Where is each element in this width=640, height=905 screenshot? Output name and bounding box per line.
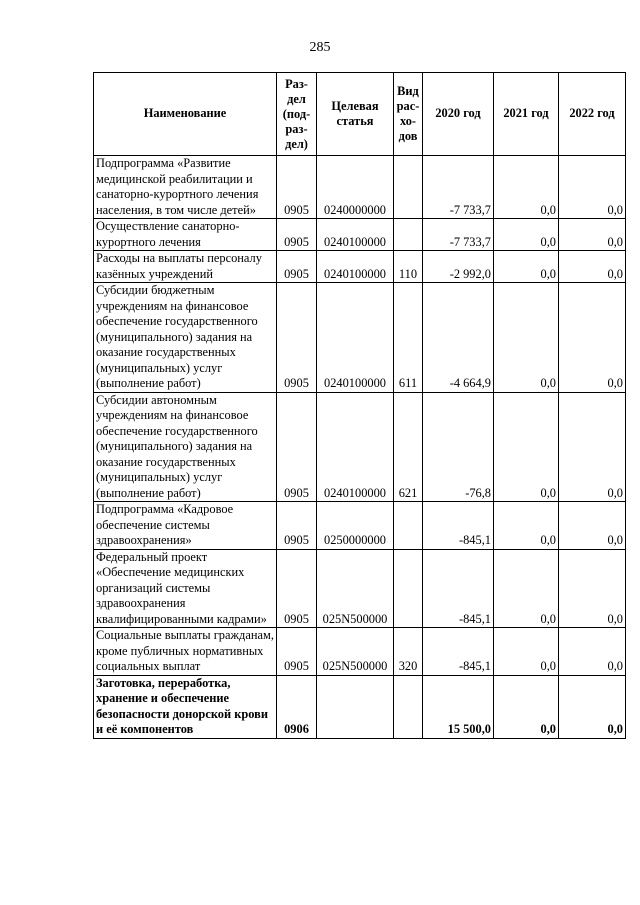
header-2021: 2021 год bbox=[494, 73, 559, 156]
header-2020: 2020 год bbox=[423, 73, 494, 156]
table-row bbox=[94, 219, 626, 251]
row-name: Заготовка, переработка, хранение и обеспечение безопасности донорской крови и её компонентов bbox=[94, 675, 277, 738]
row-name: Субсидии автономным учреждениям на финансовое обеспечение государственного (муниципального) задания на оказание государственных (муниципальных) услуг (выполнение работ) bbox=[94, 392, 277, 502]
header-expense-type: Вид рас- хо- дов bbox=[394, 73, 423, 156]
row-2021: 0,0 bbox=[494, 283, 559, 393]
table-row bbox=[94, 675, 626, 738]
row-2020: -845,1 bbox=[423, 502, 494, 550]
row-2022: 0,0 bbox=[559, 628, 626, 676]
row-2021: 0,0 bbox=[494, 502, 559, 550]
table-header-row bbox=[94, 73, 626, 156]
row-expense-type bbox=[394, 549, 423, 628]
row-target: 0240100000 bbox=[317, 251, 394, 283]
table-row bbox=[94, 392, 626, 502]
row-target: 0240000000 bbox=[317, 156, 394, 219]
row-2022: 0,0 bbox=[559, 156, 626, 219]
table-row bbox=[94, 251, 626, 283]
row-target: 0240100000 bbox=[317, 283, 394, 393]
row-2022: 0,0 bbox=[559, 283, 626, 393]
row-target: 0250000000 bbox=[317, 502, 394, 550]
header-target: Целевая статья bbox=[317, 73, 394, 156]
row-name: Подпрограмма «Кадровое обеспечение системы здравоохранения» bbox=[94, 502, 277, 550]
table-row bbox=[94, 628, 626, 676]
row-name: Социальные выплаты гражданам, кроме публичных нормативных социальных выплат bbox=[94, 628, 277, 676]
row-name: Федеральный проект «Обеспечение медицинских организаций системы здравоохранения квалифицированными кадрами» bbox=[94, 549, 277, 628]
row-target: 025N500000 bbox=[317, 549, 394, 628]
row-2021: 0,0 bbox=[494, 675, 559, 738]
row-2022: 0,0 bbox=[559, 675, 626, 738]
row-name: Расходы на выплаты персоналу казённых учреждений bbox=[94, 251, 277, 283]
row-section: 0905 bbox=[277, 251, 317, 283]
row-section: 0905 bbox=[277, 392, 317, 502]
table-row bbox=[94, 502, 626, 550]
row-target bbox=[317, 675, 394, 738]
row-2020: -7 733,7 bbox=[423, 219, 494, 251]
table-row bbox=[94, 549, 626, 628]
budget-table bbox=[93, 72, 626, 739]
row-section: 0905 bbox=[277, 502, 317, 550]
row-target: 0240100000 bbox=[317, 219, 394, 251]
table-row bbox=[94, 156, 626, 219]
row-expense-type: 621 bbox=[394, 392, 423, 502]
row-2020: -845,1 bbox=[423, 628, 494, 676]
row-expense-type bbox=[394, 502, 423, 550]
page-number: 285 bbox=[309, 40, 331, 55]
row-2021: 0,0 bbox=[494, 156, 559, 219]
row-expense-type: 611 bbox=[394, 283, 423, 393]
row-2021: 0,0 bbox=[494, 392, 559, 502]
row-expense-type bbox=[394, 675, 423, 738]
row-2020: -2 992,0 bbox=[423, 251, 494, 283]
row-expense-type bbox=[394, 156, 423, 219]
row-expense-type bbox=[394, 219, 423, 251]
row-2020: -845,1 bbox=[423, 549, 494, 628]
table-row bbox=[94, 283, 626, 393]
row-section: 0905 bbox=[277, 219, 317, 251]
row-name: Осуществление санаторно-курортного лечения bbox=[94, 219, 277, 251]
header-name: Наименование bbox=[94, 73, 277, 156]
row-section: 0906 bbox=[277, 675, 317, 738]
row-expense-type: 110 bbox=[394, 251, 423, 283]
row-section: 0905 bbox=[277, 283, 317, 393]
header-2022: 2022 год bbox=[559, 73, 626, 156]
row-2022: 0,0 bbox=[559, 502, 626, 550]
row-section: 0905 bbox=[277, 628, 317, 676]
row-2021: 0,0 bbox=[494, 219, 559, 251]
row-2022: 0,0 bbox=[559, 219, 626, 251]
row-2021: 0,0 bbox=[494, 628, 559, 676]
row-2020: 15 500,0 bbox=[423, 675, 494, 738]
row-2022: 0,0 bbox=[559, 251, 626, 283]
row-2021: 0,0 bbox=[494, 251, 559, 283]
row-name: Субсидии бюджетным учреждениям на финансовое обеспечение государственного (муниципального) задания на оказание государственных (муниципальных) услуг (выполнение работ) bbox=[94, 283, 277, 393]
row-target: 0240100000 bbox=[317, 392, 394, 502]
row-target: 025N500000 bbox=[317, 628, 394, 676]
row-section: 0905 bbox=[277, 549, 317, 628]
row-2020: -4 664,9 bbox=[423, 283, 494, 393]
row-section: 0905 bbox=[277, 156, 317, 219]
row-2022: 0,0 bbox=[559, 549, 626, 628]
row-name: Подпрограмма «Развитие медицинской реабилитации и санаторно-курортного лечения населения, в том числе детей» bbox=[94, 156, 277, 219]
row-expense-type: 320 bbox=[394, 628, 423, 676]
row-2020: -76,8 bbox=[423, 392, 494, 502]
row-2021: 0,0 bbox=[494, 549, 559, 628]
header-section: Раз- дел (под- раз- дел) bbox=[277, 73, 317, 156]
row-2020: -7 733,7 bbox=[423, 156, 494, 219]
row-2022: 0,0 bbox=[559, 392, 626, 502]
